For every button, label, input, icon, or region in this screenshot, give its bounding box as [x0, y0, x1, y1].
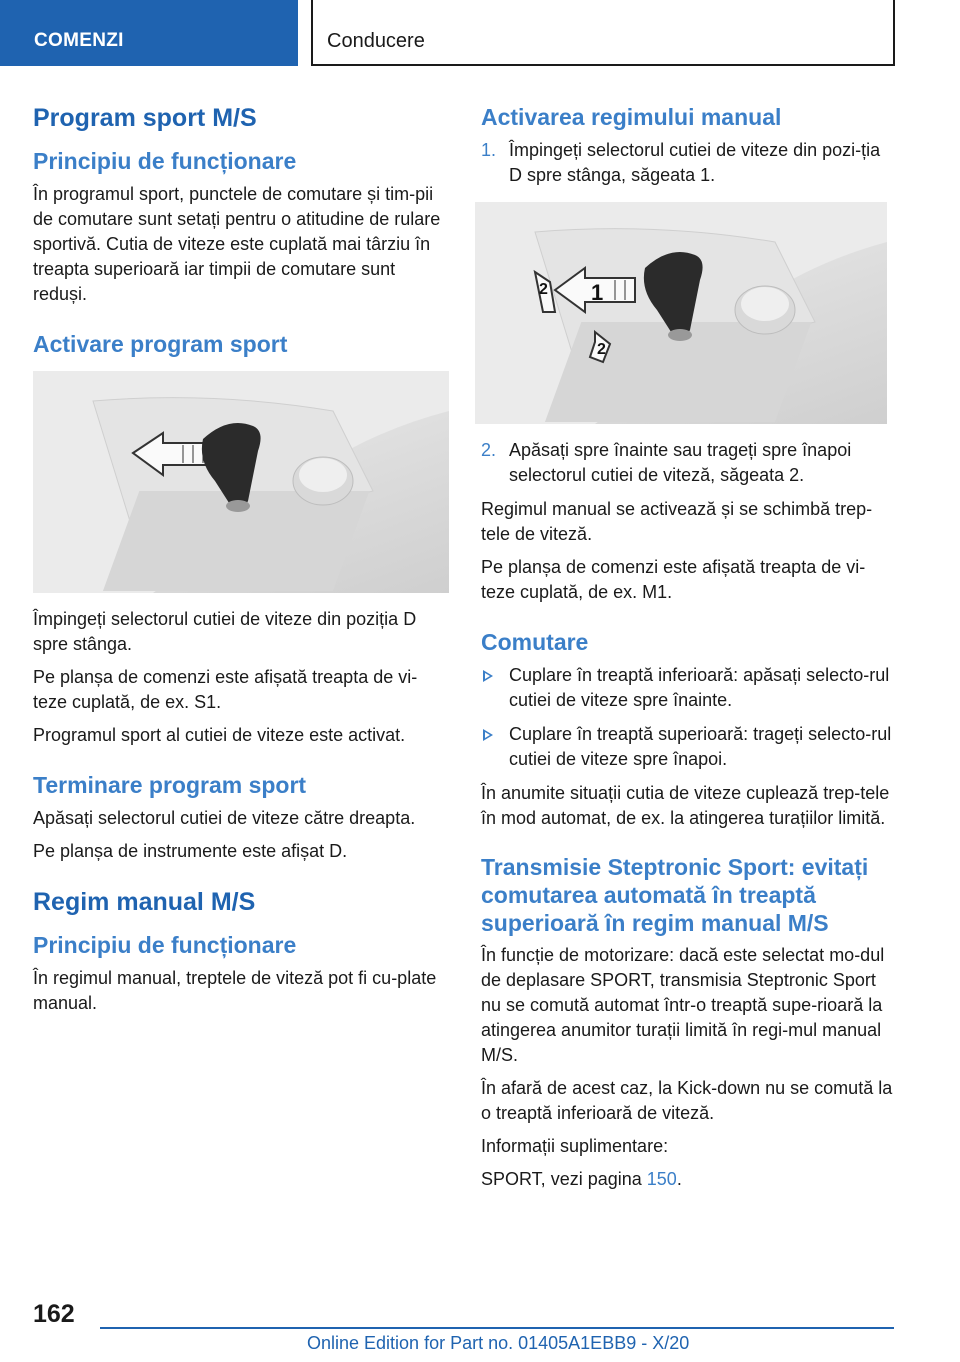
- bullet-triangle-icon: [483, 729, 493, 741]
- arrow-label-2b: 2: [597, 341, 606, 358]
- heading-principle-sport: Principiu de funcționare: [33, 148, 297, 174]
- text-steptronic-3: Informații suplimentare:: [481, 1136, 669, 1156]
- step-text: Împingeți selectorul cutiei de viteze din pozi-ția D spre stânga, săgeata 1.: [509, 140, 881, 185]
- section-tab[interactable]: Conducere: [311, 0, 895, 66]
- heading-end-sport: Terminare program sport: [33, 772, 307, 798]
- text-activate-sport-1: Împingeți selectorul cutiei de viteze din poziția D spre stânga.: [33, 609, 417, 654]
- text-principle-manual: În regimul manual, treptele de viteză pot fi cu-plate manual.: [33, 968, 437, 1013]
- text-end-sport-1: Apăsați selectorul cutiei de viteze către dreapta.: [33, 808, 416, 828]
- text-shift-auto: În anumite situații cutia de viteze cuplează trep-tele în mod automat, de ex. la atingerea turațiilor limită.: [481, 783, 890, 828]
- text-manual-1: Regimul manual se activează și se schimbă trep-tele de viteză.: [481, 499, 873, 544]
- chapter-tab[interactable]: COMENZI: [0, 0, 298, 66]
- heading-steptronic: Transmisie Steptronic Sport: evitați comutarea automată în treaptă superioară în regim manual M/S: [481, 854, 869, 936]
- text-activate-sport-3: Programul sport al cutiei de viteze este activat.: [33, 725, 406, 745]
- heading-sport-program: Program sport M/S: [33, 104, 257, 132]
- heading-activate-manual: Activarea regimului manual: [481, 104, 782, 130]
- arrow-label-2a: 2: [539, 281, 548, 298]
- bullet-triangle-icon: [483, 670, 493, 682]
- edition-info: Online Edition for Part no. 01405A1EBB9 - X/20: [307, 1333, 690, 1353]
- right-column: [481, 98, 893, 1200]
- step-number: 2.: [481, 440, 497, 460]
- footer-divider: [100, 1327, 894, 1329]
- text-principle-sport: În programul sport, punctele de comutare și tim-pii de comutare sunt setați pentru o atitudine de rulare sportivă. Cutia de viteze este cuplată mai târziu în treapta superioară iar timpii de comutare sunt reduși.: [33, 184, 441, 304]
- gear-selector-image-manual: [475, 202, 887, 424]
- page-reference-link[interactable]: 150: [646, 1169, 677, 1189]
- heading-shift: Comutare: [481, 629, 589, 655]
- list-item-downshift: [481, 663, 893, 713]
- text-steptronic-1: În funcție de motorizare: dacă este selectat mo-dul de deplasare SPORT, transmisia Steptronic Sport nu se comută automat într-o treaptă supe-rioară la atingerea anumitor turații limită în regi-mul manual M/S.: [481, 945, 885, 1065]
- heading-activate-sport: Activare program sport: [33, 331, 288, 357]
- reference-text: SPORT, vezi pagina: [481, 1169, 647, 1189]
- gear-selector-image-sport: [33, 371, 449, 593]
- bullet-text: Cuplare în treaptă inferioară: apăsați selecto-rul cutiei de viteze spre înainte.: [509, 665, 890, 710]
- bullet-text: Cuplare în treaptă superioară: trageți selecto-rul cutiei de viteze spre înapoi.: [509, 724, 892, 769]
- list-item-upshift: [481, 722, 893, 772]
- page-number: 162: [33, 1300, 75, 1328]
- text-manual-2: Pe planșa de comenzi este afișată treapta de vi-teze cuplată, de ex. M1.: [481, 557, 866, 602]
- text-steptronic-4: [481, 1167, 893, 1192]
- text-end-sport-2: Pe planșa de instrumente este afișat D.: [33, 841, 348, 861]
- list-item-step-1: [481, 138, 893, 188]
- reference-suffix: .: [676, 1169, 682, 1189]
- step-number: 1.: [481, 140, 497, 160]
- heading-principle-manual: Principiu de funcționare: [33, 932, 297, 958]
- page-header: [0, 0, 960, 66]
- heading-manual-mode: Regim manual M/S: [33, 888, 256, 916]
- arrow-label-1: 1: [591, 280, 604, 305]
- text-steptronic-2: În afară de acest caz, la Kick-down nu se comută la o treaptă inferioară de viteză.: [481, 1078, 893, 1123]
- list-item-step-2: [481, 438, 893, 488]
- left-column: [33, 98, 449, 1024]
- step-text: Apăsați spre înainte sau trageți spre înapoi selectorul cutiei de viteză, săgeata 2.: [509, 440, 852, 485]
- text-activate-sport-2: Pe planșa de comenzi este afișată treapta de vi-teze cuplată, de ex. S1.: [33, 667, 418, 712]
